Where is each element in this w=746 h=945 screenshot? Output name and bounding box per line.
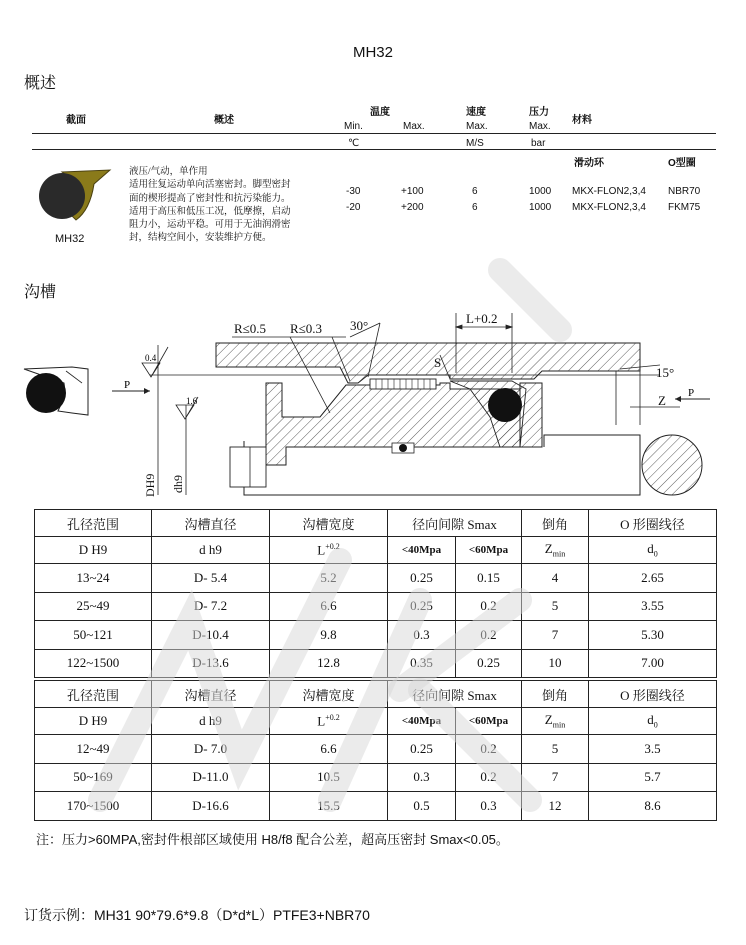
row2-temp-min: -20 xyxy=(346,202,361,213)
col-header-gap: 径向间隙 Smax xyxy=(388,510,522,537)
dimension-table-2 xyxy=(34,680,717,821)
label-z: Z xyxy=(658,393,666,408)
header-o-ring: O型圈 xyxy=(668,158,696,169)
row2-pressure: 1000 xyxy=(529,202,552,213)
table-row: 25~49 D- 7.2 6.6 0.25 0.2 5 3.55 xyxy=(35,592,717,621)
description-line: 封，结构空间小，安装维护方便。 xyxy=(129,233,272,244)
shaft-end xyxy=(642,435,702,495)
table-row: 122~1500 D-13.6 12.8 0.35 0.25 10 7.00 xyxy=(35,649,717,678)
o-ring-shape xyxy=(39,173,85,219)
dimension-table-1 xyxy=(34,509,717,678)
overview-heading: 概述 xyxy=(24,75,57,92)
o-ring-drawing xyxy=(488,388,522,422)
table-row: 50~121 D-10.4 9.8 0.3 0.2 7 5.30 xyxy=(35,621,717,650)
product-label: MH32 xyxy=(55,233,85,245)
col-sub-gap-40: <40Mpa xyxy=(388,708,456,735)
row1-temp-min: -30 xyxy=(346,186,361,197)
col-sub-bore: D H9 xyxy=(35,537,152,564)
seal-cross-section-image xyxy=(36,166,112,224)
label-r2: R≤0.3 xyxy=(290,321,323,336)
table-row: 12~49 D- 7.0 6.6 0.25 0.2 5 3.5 xyxy=(35,735,717,764)
col-header-bore: 孔径范围 xyxy=(35,681,152,708)
col-header-oring: O 形圈线径 xyxy=(589,510,717,537)
header-temp-min: Min. xyxy=(344,121,363,132)
col-sub-oring: $d_0$ xyxy=(589,537,717,564)
header-temp-max: Max. xyxy=(403,121,425,132)
header-speed: 速度 xyxy=(466,107,486,118)
product-description xyxy=(129,166,307,246)
row1-o-ring: NBR70 xyxy=(668,186,701,197)
col-sub-chamfer: $Z_{min}$ xyxy=(522,537,589,564)
col-sub-chamfer: $Z_{min}$ xyxy=(522,708,589,735)
note: 注：压力>60MPA,密封件根部区域使用 H8/f8 配合公差，超高压密封 Smax<0.05。 xyxy=(36,832,509,847)
description-line: 面的楔形提高了密封性和抗污染能力。 xyxy=(129,193,291,204)
row2-speed: 6 xyxy=(472,202,478,213)
col-header-chamfer: 倒角 xyxy=(522,681,589,708)
col-header-groove-d: 沟槽直径 xyxy=(152,510,270,537)
table-row: 170~1500 D-16.6 15.5 0.5 0.3 12 8.6 xyxy=(35,792,717,821)
col-sub-gap-60: <60Mpa xyxy=(456,708,522,735)
header-overview: 概述 xyxy=(214,115,234,126)
label-length: L+0.2 xyxy=(466,311,498,326)
row1-slide-ring: MKX-FLON2,3,4 xyxy=(572,186,646,197)
col-header-chamfer: 倒角 xyxy=(522,510,589,537)
unit-rule xyxy=(32,149,716,150)
col-sub-gap-60: <60Mpa xyxy=(456,537,522,564)
pressure-label-right: P xyxy=(688,387,695,399)
col-header-groove-w: 沟槽宽度 xyxy=(270,510,388,537)
col-sub-groove-w: $L^{+0.2}$ xyxy=(270,708,388,735)
description-line: 阻力小，运动平稳。可用于无油润滑密 xyxy=(129,220,291,231)
pressure-label-left: P xyxy=(124,379,131,391)
table-row: 50~169 D-11.0 10.5 0.3 0.2 7 5.7 xyxy=(35,763,717,792)
label-s: S xyxy=(434,355,442,370)
label-dh9-small: dh9 xyxy=(171,475,185,493)
header-pressure-unit: bar xyxy=(531,138,546,149)
header-temperature: 温度 xyxy=(370,107,390,118)
housing-section xyxy=(216,343,640,383)
roughness-marks xyxy=(142,347,198,419)
row2-temp-max: +200 xyxy=(401,202,424,213)
header-rule xyxy=(32,133,716,134)
row1-pressure: 1000 xyxy=(529,186,552,197)
groove-technical-drawing xyxy=(20,305,720,510)
col-header-groove-w: 沟槽宽度 xyxy=(270,681,388,708)
label-angle2: 15° xyxy=(656,365,675,380)
col-header-oring: O 形圈线径 xyxy=(589,681,717,708)
document-title: MH32 xyxy=(352,44,393,61)
groove-heading: 沟槽 xyxy=(24,284,57,301)
col-header-gap: 径向间隙 Smax xyxy=(388,681,522,708)
header-slide-ring: 滑动环 xyxy=(574,158,604,169)
col-sub-oring: $d_0$ xyxy=(589,708,717,735)
col-sub-groove-d: d h9 xyxy=(152,708,270,735)
header-material: 材料 xyxy=(572,115,592,126)
col-header-groove-d: 沟槽直径 xyxy=(152,681,270,708)
header-pressure-max: Max. xyxy=(529,121,551,132)
description-line: 适用于高压和低压工况，低摩擦，启动 xyxy=(129,206,291,217)
col-sub-gap-40: <40Mpa xyxy=(388,537,456,564)
description-line: 适用往复运动单向活塞密封。脚型密封 xyxy=(129,180,291,191)
col-sub-groove-d: d h9 xyxy=(152,537,270,564)
description-line: 液压/气动，单作用 xyxy=(129,167,208,177)
col-sub-groove-w: $L^{+0.2}$ xyxy=(270,537,388,564)
header-temp-unit: ℃ xyxy=(348,138,360,149)
label-dh9: DH9 xyxy=(143,473,157,497)
row2-slide-ring: MKX-FLON2,3,4 xyxy=(572,202,646,213)
header-section: 截面 xyxy=(66,115,86,126)
label-r1: R≤0.5 xyxy=(234,321,267,336)
header-speed-unit: M/S xyxy=(466,138,484,149)
row1-temp-max: +100 xyxy=(401,186,424,197)
header-pressure: 压力 xyxy=(529,107,549,118)
label-angle1: 30° xyxy=(350,318,369,333)
row2-o-ring: FKM75 xyxy=(668,202,701,213)
seal-profile-left xyxy=(24,367,88,415)
header-speed-max: Max. xyxy=(466,121,488,132)
col-header-bore: 孔径范围 xyxy=(35,510,152,537)
order-example: 订货示例：MH31 90*79.6*9.8（D*d*L）PTFE3+NBR70 xyxy=(24,907,370,923)
col-sub-bore: D H9 xyxy=(35,708,152,735)
table-row: 13~24 D- 5.4 5.2 0.25 0.15 4 2.65 xyxy=(35,564,717,593)
row1-speed: 6 xyxy=(472,186,478,197)
roughness-label-2: 1.6 xyxy=(186,396,198,406)
roughness-label-1: 0.4 xyxy=(145,353,157,363)
